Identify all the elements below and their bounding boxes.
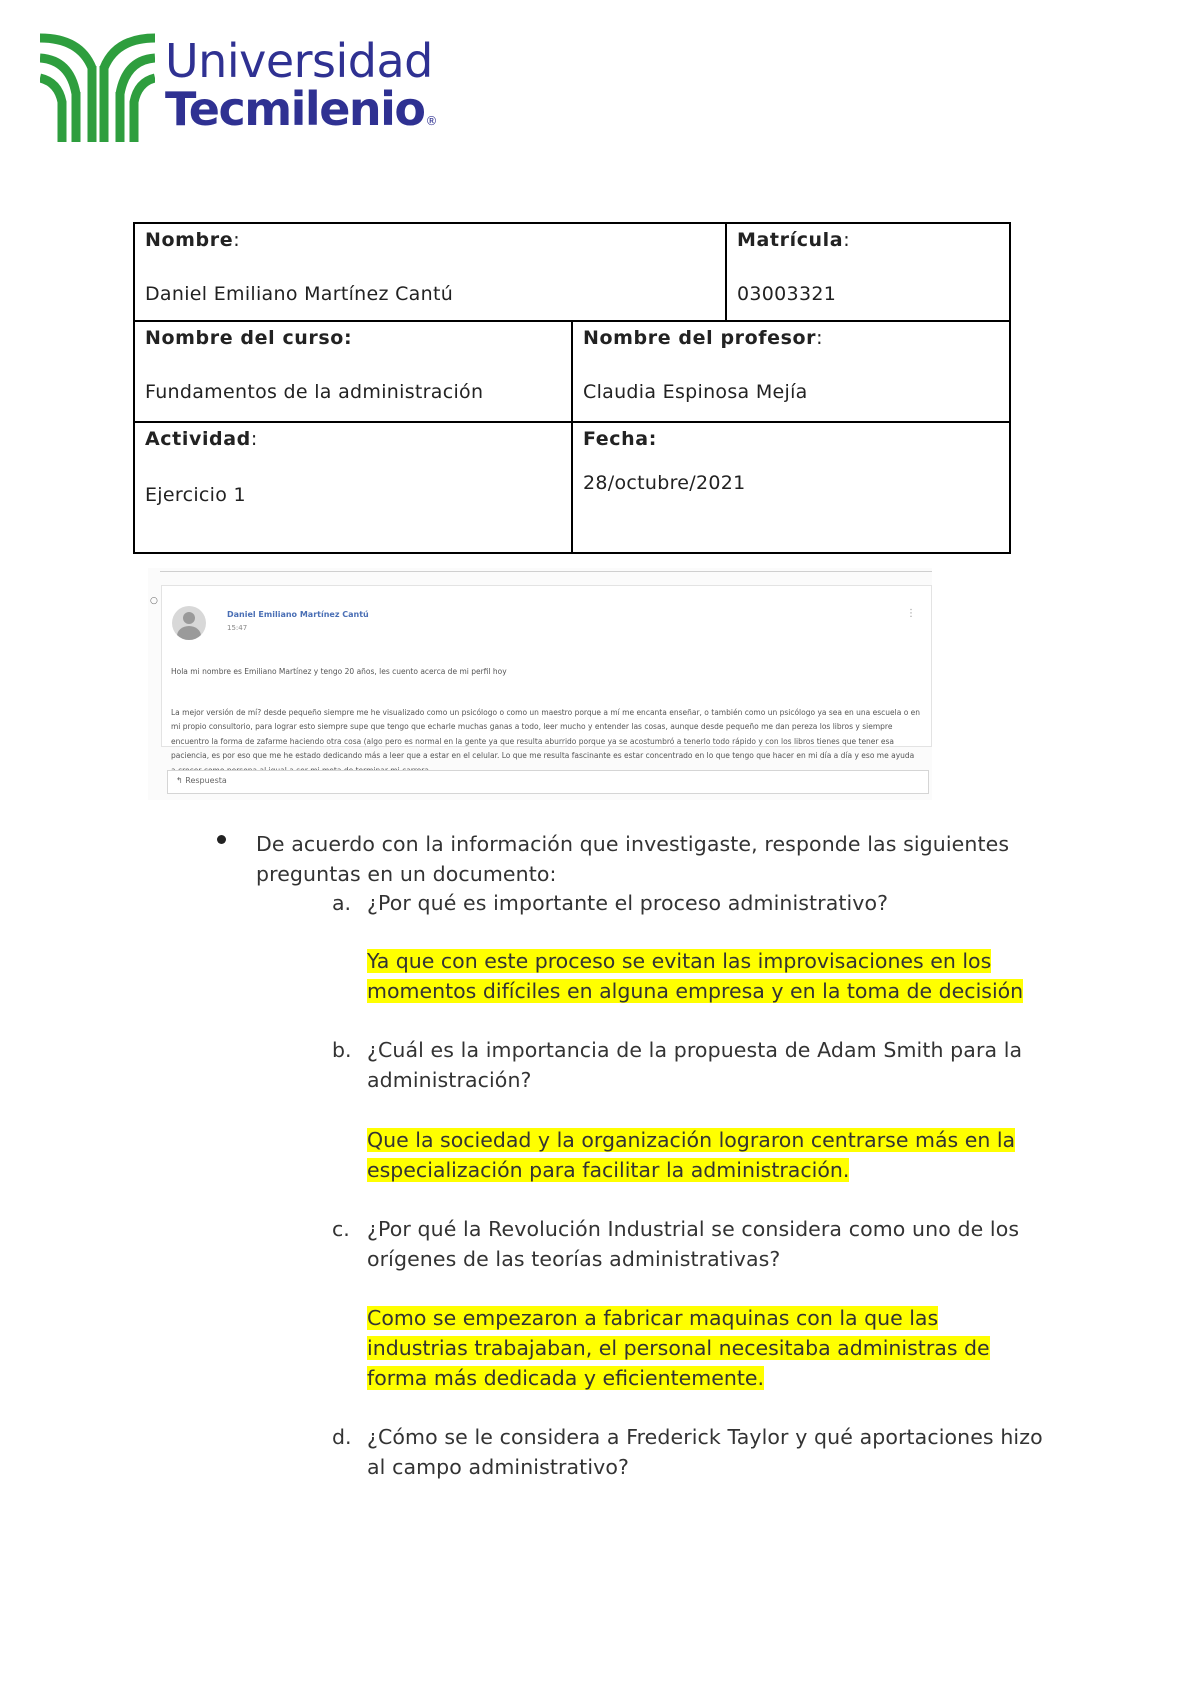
- actividad-label: Actividad: [145, 428, 251, 450]
- tecmilenio-emblem-icon: [40, 32, 155, 144]
- fecha-label: Fecha:: [583, 428, 657, 450]
- matricula-cell: Matrícula: 03003321: [725, 224, 1009, 320]
- answer-b-line-1: Que la sociedad y la organización lograron centrarse más en la: [367, 1128, 1016, 1152]
- kebab-menu-icon[interactable]: ⋮: [906, 608, 916, 619]
- registered-mark: ®: [425, 114, 437, 128]
- question-c: ¿Por qué la Revolución Industrial se considera como uno de los orígenes de las teorías administrativas?: [367, 1217, 1020, 1271]
- profesor-cell: Nombre del profesor: Claudia Espinosa Mejía: [571, 322, 1009, 421]
- actividad-value: Ejercicio 1: [145, 484, 246, 506]
- matricula-value: 03003321: [737, 283, 837, 305]
- university-logo: [40, 28, 480, 148]
- user-avatar-icon: [172, 606, 206, 640]
- post-time: 15:47: [227, 624, 248, 632]
- nombre-cell: Nombre: Daniel Emiliano Martínez Cantú: [135, 224, 725, 320]
- curso-label: Nombre del curso:: [145, 327, 353, 349]
- actividad-cell: Actividad: Ejercicio 1: [135, 423, 571, 552]
- matricula-label: Matrícula: [737, 229, 844, 251]
- logo-line-universidad: Universidad: [165, 34, 433, 88]
- question-d: ¿Cómo se le considera a Frederick Taylor y qué aportaciones hizo al campo administrativo?: [367, 1425, 1043, 1479]
- profesor-label: Nombre del profesor: [583, 327, 817, 349]
- nombre-value: Daniel Emiliano Martínez Cantú: [145, 283, 454, 305]
- post-paragraph: La mejor versión de mí? desde pequeño siempre me he visualizado como un psicólogo o como un maestro porque a mí me encanta enseñar, o también como un psicólogo ya sea en una escuela o en mi propio consultorio, para lograr esto siempre supe que tengo que echarle muchas ganas a todo, leer mucho y entender las cosas, aunque desde pequeño me dan pereza los libros y siempre encuentro la forma de zafarme haciendo otra cosa (algo pero es normal en la gente ya que resulta aburrido porque ya se acostumbró a tenerlo todo rápido y con los libros tienes que tener esa paciencia, es por eso que me he estado dedicando más a leer que a estar en el celular. Lo que me resulta fascinante es estar concentrado en lo que tengo que hacer en mi día a día y eso me ayuda: [171, 707, 921, 760]
- question-a-marker: a.: [332, 891, 352, 915]
- fecha-value: 28/octubre/2021: [583, 472, 746, 494]
- question-b-marker: b.: [332, 1038, 352, 1062]
- bullet-dot-icon: [217, 835, 226, 844]
- post-author: Daniel Emiliano Martínez Cantú: [227, 610, 369, 619]
- questions-intro: De acuerdo con la información que investigaste, responde las siguientes preguntas en un documento:: [256, 832, 1010, 886]
- student-info-table: [133, 222, 1011, 554]
- post-greeting: Hola mi nombre es Emiliano Martínez y tengo 20 años, les cuento acerca de mi perfil hoy: [171, 666, 507, 676]
- curso-cell: [135, 322, 571, 421]
- answer-c-line-3: forma más dedicada y eficientemente.: [367, 1366, 764, 1390]
- answer-a: [367, 946, 1023, 1006]
- answer-a-line-2: momentos difíciles en alguna empresa y en la toma de decisión: [367, 979, 1024, 1003]
- curso-value: Fundamentos de la administración: [145, 381, 484, 403]
- question-d-marker: d.: [332, 1425, 352, 1449]
- logo-line-tecmilenio: Tecmilenio: [165, 82, 425, 136]
- answer-a-line-1: Ya que con este proceso se evitan las improvisaciones en los: [367, 949, 992, 973]
- answer-b: [367, 1125, 1015, 1185]
- nombre-label: Nombre: [145, 229, 234, 251]
- radio-bullet-icon: ○: [150, 596, 158, 606]
- fecha-cell: [571, 423, 1009, 552]
- reply-button[interactable]: [167, 770, 929, 794]
- answer-c-line-1: Como se empezaron a fabricar maquinas con la que las: [367, 1306, 939, 1330]
- question-c-marker: c.: [332, 1217, 350, 1241]
- answer-c: [367, 1303, 990, 1393]
- answer-c-line-2: industrias trabajaban, el personal necesitaba administras de: [367, 1336, 990, 1360]
- profesor-value: Claudia Espinosa Mejía: [583, 381, 808, 403]
- question-b: ¿Cuál es la importancia de la propuesta de Adam Smith para la administración?: [367, 1038, 1023, 1092]
- reply-label: ↰ Respuesta: [176, 776, 227, 785]
- question-a: ¿Por qué es importante el proceso administrativo?: [367, 891, 889, 915]
- answer-b-line-2: especialización para facilitar la administración.: [367, 1158, 850, 1182]
